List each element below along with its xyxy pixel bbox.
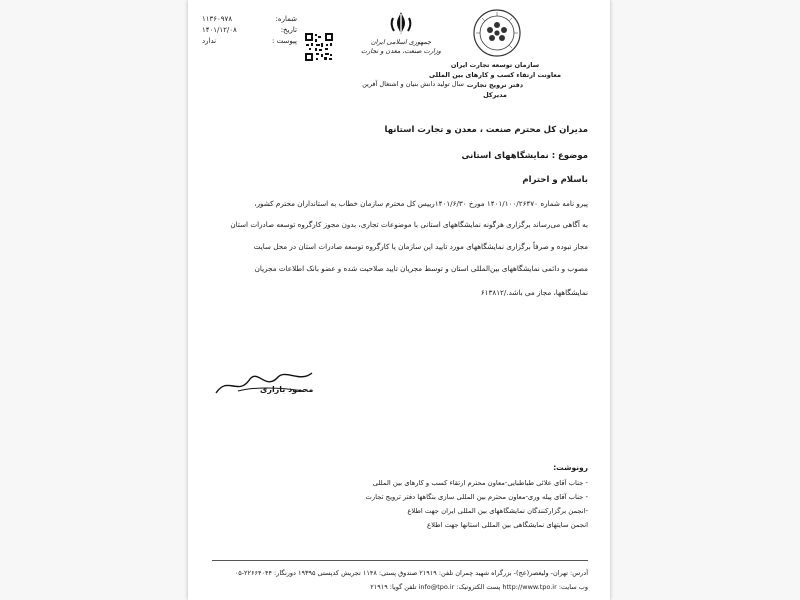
paragraph-line: به آگاهی می‌رساند برگزاری هرگونه نمایشگاههای استانی با موضوعات تجاری، بدون مجوز کارگروه توسعه صادرات استان [230,220,588,229]
number-row [202,14,297,25]
cc-item: - جناب آقای علائی طباطبایی-معاون محترم ارتقاء کسب و کارهای بین المللی [372,479,588,487]
footer-contacts: وب سایت: http://www.tpo.ir پست الکترونیک: info@tpo.ir تلفن گویا: ۲۱۹۱۹ [370,583,588,591]
footer-divider [212,560,588,561]
paragraph-line: پیرو نامه شماره ۱۴۰۱/۱۰۰/۲۶۴۷۰ مورخ ۱۴۰۱/۶/۳۰رییس کل محترم سازمان خطاب به استانداران محترم کشور، [254,199,588,208]
org-line: دفتر ترویج تجارت [466,81,524,89]
addressee: مدیران کل محترم صنعت ، معدن و تجارت استانها [384,125,588,135]
emblem-line: وزارت صنعت، معدن و تجارت [361,47,441,55]
attachment-row [202,36,297,47]
number-value: ۱۱۳۶۰۹۷۸ [202,15,233,23]
iran-emblem-icon [388,10,414,36]
footer-address: آدرس: تهران- ولیعصر(عج)- بزرگراه شهید چمران تلفن: ۲۱۹۱۹ صندوق پستی: ۱۱۴۸ تجریش کدپستی ۱۹۳۹۵ دورنگار: ۲۲۶۶۴۰۴۴-۰۵ [234,569,588,577]
greeting: باسلام و احترام [522,175,588,185]
subject: موضوع : نمایشگاههای استانی [461,151,588,161]
cc-title: رونوشت: [553,463,588,472]
attachment-value: ندارد [202,37,217,45]
cc-item: انجمن سایتهای نمایشگاهی بین المللی استانها جهت اطلاع [427,521,588,529]
cc-item: -انجمن برگزارکنندگان نمایشگاههای بین المللی ایران جهت اطلاع [407,507,588,515]
tpo-logo [472,8,522,58]
date-value: ۱۴۰۱/۱۲/۰۸ [202,26,237,34]
date-label: تاریخ: [280,26,297,34]
letter-meta [202,14,297,47]
number-label: شماره: [275,15,297,23]
year-motto: سال تولید دانش بنیان و اشتغال آفرین [362,80,464,88]
qr-code [304,32,334,62]
ministry-block [348,38,454,56]
letter-page [188,0,610,600]
emblem-line: جمهوری اسلامی ایران [370,38,432,46]
signatory-name: محمود بازاری [260,385,314,394]
attachment-label: پیوست : [272,37,297,45]
org-line: سازمان توسعه تجارت ایران [450,61,540,69]
background-right [610,0,800,600]
paragraph-line: نمایشگاهها، مجاز می باشد./۶۱۳۸۱۲ [480,288,588,297]
paragraph-line: مصوب و دائمی نمایشگاههای بین‌المللی استان و توسط مجریان تایید صلاحیت شده و عضو بانک اطلاعات مجریان [254,264,588,273]
date-row [202,25,297,36]
cc-item: - جناب آقای پیله وری-معاون محترم بین المللی سازی بنگاهها دفتر ترویج تجارت [365,493,588,501]
org-line: مدیرکل [483,91,507,99]
background-left [0,0,188,600]
paragraph-line: مجاز نبوده و صرفاً برگزاری نمایشگاههای مورد تایید این سازمان یا کارگروه توسعه صادرات استان در محل سایت [253,242,588,251]
org-line: معاونت ارتقاء کسب و کارهای بین المللی [429,71,561,79]
